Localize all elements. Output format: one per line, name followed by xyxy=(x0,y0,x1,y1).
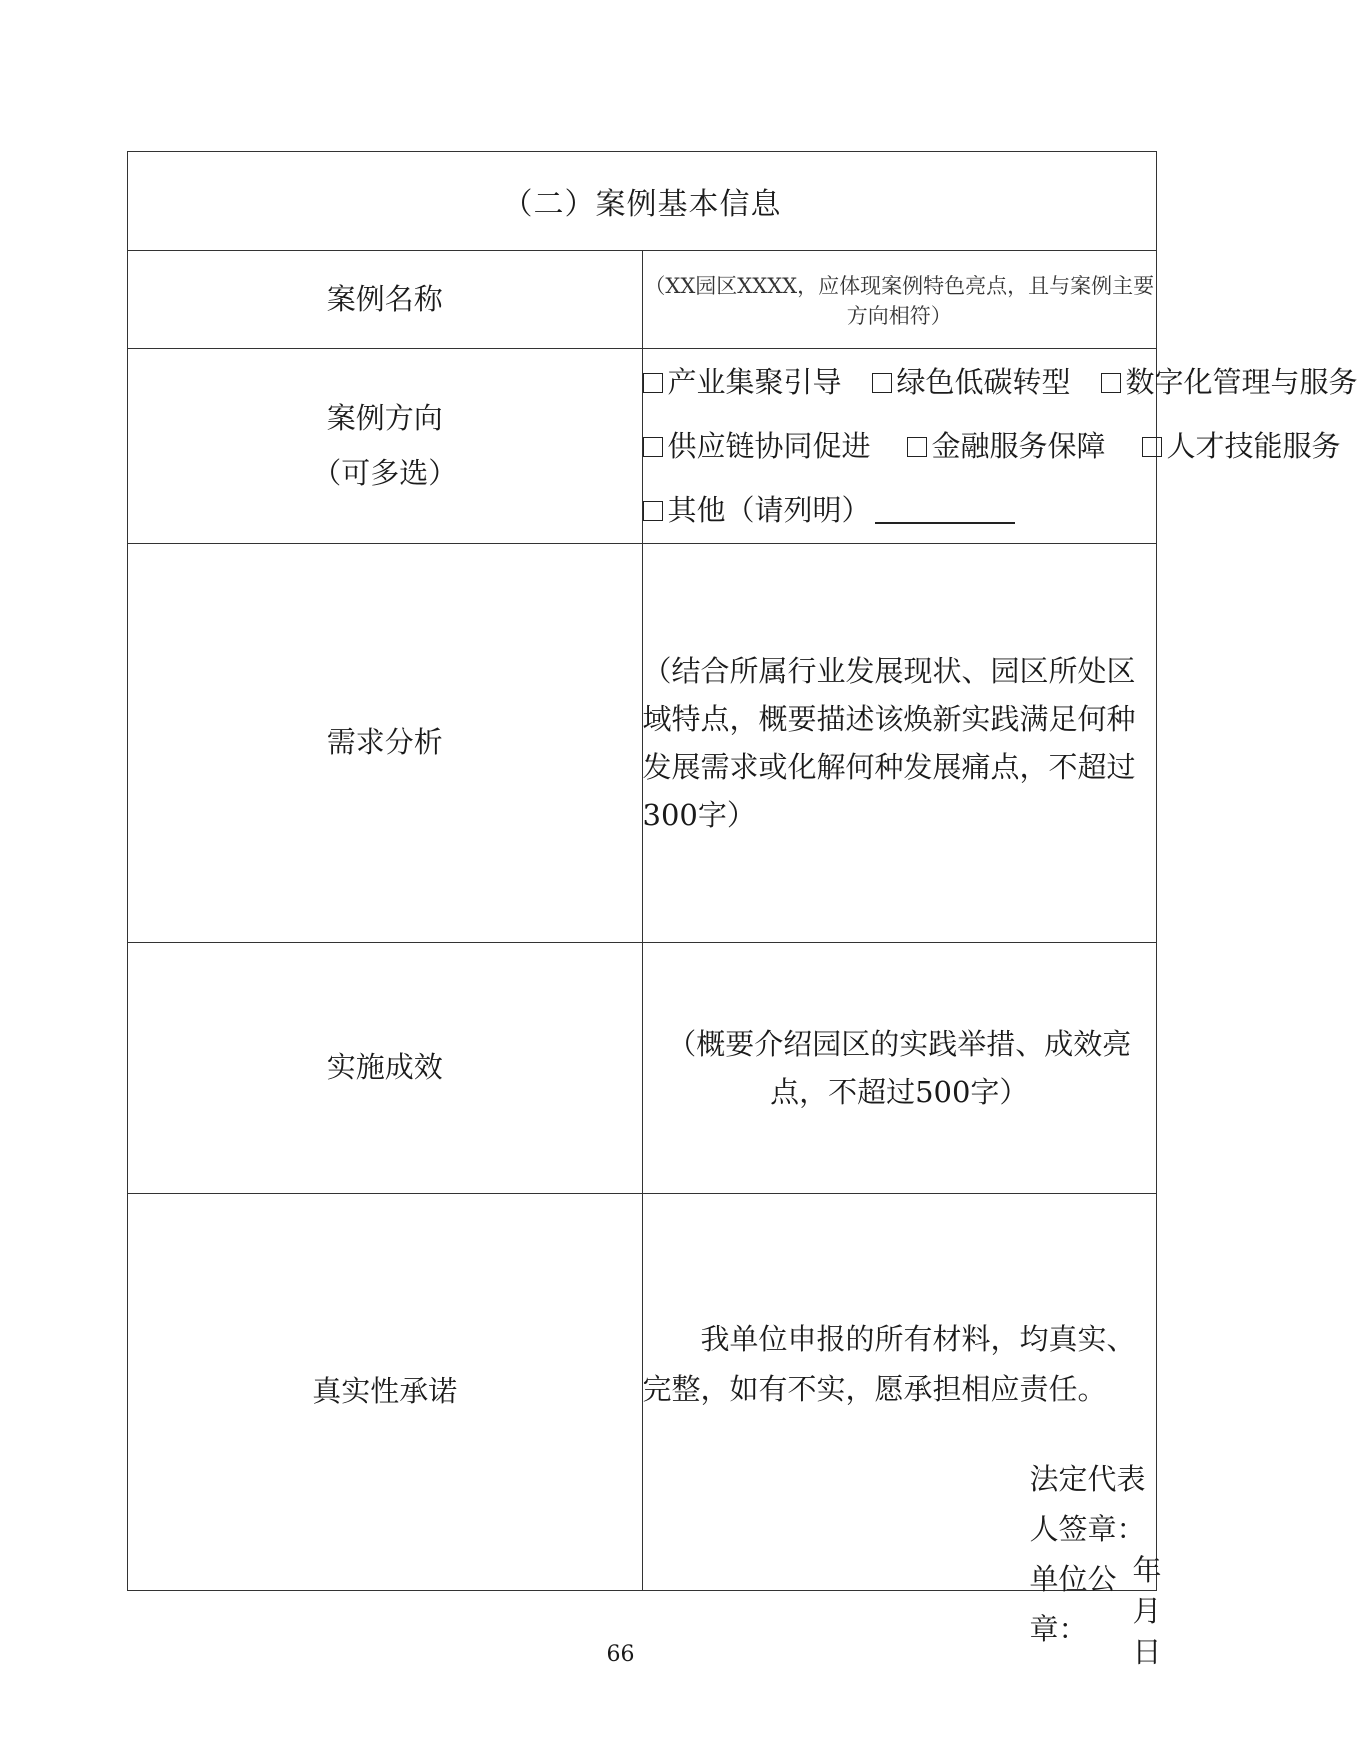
case-name-label: 案例名称 xyxy=(128,251,643,349)
authenticity-promise-cell xyxy=(642,1194,1164,1669)
option-industry-cluster[interactable] xyxy=(643,350,842,414)
option-label: 绿色低碳转型 xyxy=(896,365,1071,399)
option-label: 数字化管理与服务 xyxy=(1125,365,1358,399)
options-line-3 xyxy=(643,478,1157,542)
option-supply-chain[interactable] xyxy=(643,414,871,478)
official-seal[interactable]: 单位公章： xyxy=(1029,1562,1117,1646)
promise-statement-text: 我单位申报的所有材料，均真实、完整，如有不实，愿承担相应责任。 xyxy=(642,1322,1136,1406)
date-day: 日 xyxy=(1132,1635,1164,1669)
need-analysis-hint: （结合所属行业发展现状、园区所处区域特点，概要描述该焕新实践满足何种发展需求或化解何种发展痛点，不超过300字） xyxy=(642,654,1136,832)
section-title: （二）案例基本信息 xyxy=(128,152,1157,251)
table-row-authenticity-promise xyxy=(128,1194,1157,1591)
case-direction-sublabel: （可多选） xyxy=(312,456,458,490)
checkbox-icon[interactable] xyxy=(643,501,663,521)
option-label: 金融服务保障 xyxy=(931,429,1106,463)
promise-wrap xyxy=(642,1194,1164,1669)
implementation-effect-hint: （概要介绍园区的实践举措、成效亮点，不超过500字） xyxy=(667,1027,1132,1109)
date-month: 月 xyxy=(1132,1594,1164,1628)
page-number: 66 xyxy=(606,1642,635,1667)
option-finance-service[interactable] xyxy=(907,414,1106,478)
option-label: 人才技能服务 xyxy=(1166,429,1341,463)
legal-representative-signature[interactable]: 法定代表人签章： xyxy=(1029,1462,1146,1546)
options-line-1 xyxy=(643,350,1358,414)
table-row-case-direction xyxy=(128,349,1157,544)
promise-statement xyxy=(643,1314,1157,1414)
checkbox-icon[interactable] xyxy=(1101,373,1121,393)
checkbox-icon[interactable] xyxy=(907,437,927,457)
case-name-field[interactable]: （XX园区XXXX，应体现案例特色亮点，且与案例主要方向相符） xyxy=(642,251,1157,349)
authenticity-promise-label: 真实性承诺 xyxy=(128,1194,643,1591)
option-label: 其他（请列明） xyxy=(667,493,871,527)
checkbox-icon[interactable] xyxy=(643,437,663,457)
option-green-low-carbon[interactable] xyxy=(872,350,1071,414)
option-label: 供应链协同促进 xyxy=(667,429,871,463)
checkbox-icon[interactable] xyxy=(872,373,892,393)
option-other[interactable] xyxy=(643,478,1015,542)
other-blank-field[interactable] xyxy=(875,496,1015,524)
implementation-effect-field[interactable] xyxy=(642,943,1157,1194)
options-line-2 xyxy=(643,414,1341,478)
option-talent-skills[interactable] xyxy=(1142,414,1341,478)
table-row-implementation-effect xyxy=(128,943,1157,1194)
case-direction-label: 案例方向 xyxy=(326,400,443,435)
need-analysis-label: 需求分析 xyxy=(128,544,643,943)
checkbox-icon[interactable] xyxy=(643,373,663,393)
need-analysis-field[interactable] xyxy=(642,544,1157,943)
case-direction-label-cell xyxy=(128,349,643,544)
option-label: 产业集聚引导 xyxy=(667,365,842,399)
implementation-effect-label: 实施成效 xyxy=(128,943,643,1194)
table-row-case-name xyxy=(128,251,1157,349)
case-direction-options xyxy=(642,349,1358,544)
checkbox-icon[interactable] xyxy=(1142,437,1162,457)
table-row-need-analysis xyxy=(128,544,1157,943)
option-digital-management[interactable] xyxy=(1101,350,1358,414)
date-year: 年 xyxy=(1132,1553,1164,1587)
